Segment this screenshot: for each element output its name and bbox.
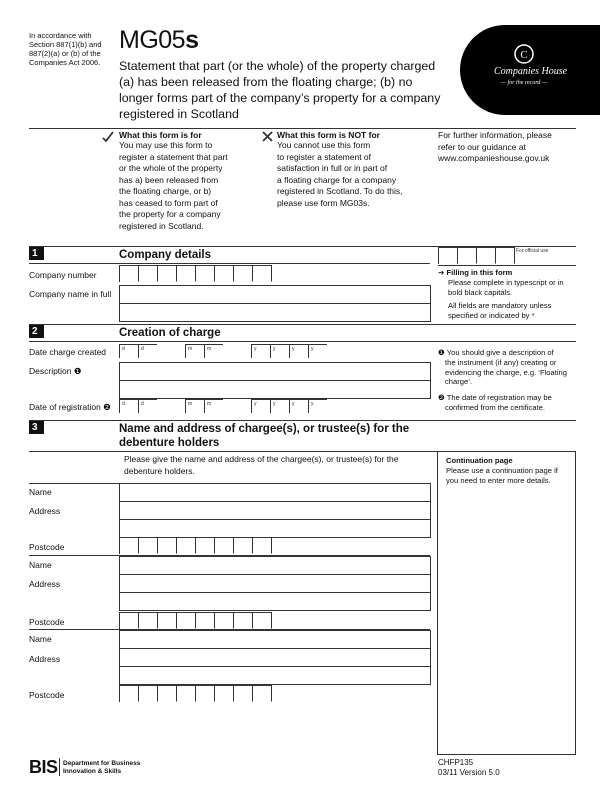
arrow-icon: ➔ bbox=[438, 268, 445, 277]
section-1-title: Company details bbox=[119, 249, 212, 261]
footer-divider bbox=[59, 758, 60, 776]
chargee-1-address-label: Address bbox=[29, 506, 61, 516]
what-form-is-not-for bbox=[277, 130, 403, 209]
form-subtitle: Statement that part (or the whole) of the property charged (a) has been released from the floating charge; (b) no longer forms part of the company’s property for a company registered in Scotland bbox=[119, 59, 441, 121]
not-title: What this form is NOT for bbox=[277, 130, 380, 140]
section-3-rule bbox=[29, 420, 576, 421]
continuation-note: Continuation page Please use a continuation page if you need to enter more details. bbox=[446, 456, 558, 485]
cross-icon bbox=[262, 131, 273, 142]
section-2-title: Creation of charge bbox=[119, 327, 221, 339]
logo-tagline: — for the record — bbox=[500, 80, 548, 86]
form-code-footer: CHFP135 bbox=[438, 758, 474, 767]
side-panel-right-border bbox=[575, 451, 576, 754]
form-code: MG05s bbox=[119, 26, 199, 54]
side-panel-left-border bbox=[437, 451, 438, 754]
side-panel-bottom-border bbox=[437, 754, 576, 755]
legal-reference bbox=[29, 31, 102, 67]
description-field[interactable] bbox=[119, 362, 431, 381]
legal-ref-line: Companies Act 2006. bbox=[29, 58, 101, 67]
chargee-1-postcode-label: Postcode bbox=[29, 542, 65, 552]
for-title: What this form is for bbox=[119, 130, 202, 140]
header-rule bbox=[29, 128, 576, 129]
description-field-line-2[interactable] bbox=[119, 380, 431, 399]
chargee-2-name-field[interactable] bbox=[119, 556, 431, 575]
registration-note: ❷ The date of registration may be confirmed from the certificate. bbox=[438, 393, 552, 412]
section-2-number: 2 bbox=[29, 325, 44, 338]
chargee-3-name-label: Name bbox=[29, 634, 52, 644]
chargee-1-name-label: Name bbox=[29, 487, 52, 497]
legal-ref-line: In accordance with bbox=[29, 31, 92, 40]
filling-in-note: ➔ Filling in this form Please complete in typescript or in bold black capitals. All fields are mandatory unless specified or indicated by * bbox=[438, 268, 564, 321]
chargee-2-postcode-label: Postcode bbox=[29, 617, 65, 627]
chargee-3-postcode-field[interactable] bbox=[119, 685, 272, 702]
for-text: You may use this form to register a statement that part or the whole of the property has a) been released from the floating charge, or b) has ceased to form part of the property for a company registered in Scotland. bbox=[119, 140, 228, 231]
section-3-subrule bbox=[29, 451, 576, 452]
section-1-number: 1 bbox=[29, 247, 44, 260]
section-3-number: 3 bbox=[29, 421, 44, 434]
description-note: ❶ You should give a description of the instrument (if any) creating or evidencing the charge, e.g. ‘Floating charge’. bbox=[438, 348, 568, 387]
svg-text:C: C bbox=[520, 49, 528, 61]
section-2-subrule bbox=[29, 341, 576, 342]
legal-ref-line: 887(2)(a) or (b) of the bbox=[29, 49, 101, 58]
companies-house-logo bbox=[460, 25, 600, 115]
section-3-instruction: Please give the name and address of the chargee(s), or trustee(s) for the debenture holders. bbox=[124, 454, 399, 476]
side-rule bbox=[438, 265, 576, 266]
date-registration-label: Date of registration ❷ bbox=[29, 402, 111, 412]
not-text: You cannot use this form to register a statement of satisfaction in full or in part of a floating charge for a company registered in Scotland. To do this, please use form MG03s. bbox=[277, 140, 403, 208]
what-form-is-for bbox=[119, 130, 228, 232]
chargee-3-postcode-label: Postcode bbox=[29, 690, 65, 700]
official-use-label: For official use bbox=[516, 248, 549, 254]
chargee-2-address-label: Address bbox=[29, 579, 61, 589]
further-information: For further information, please refer to our guidance at www.companieshouse.gov.uk bbox=[438, 130, 552, 163]
chargee-2-address-field-line-2[interactable] bbox=[119, 592, 431, 611]
company-name-field-line-2[interactable] bbox=[119, 303, 431, 322]
chargee-1-name-field[interactable] bbox=[119, 483, 431, 502]
section-1-subrule bbox=[29, 263, 430, 264]
company-name-field[interactable] bbox=[119, 285, 431, 304]
official-use-box bbox=[438, 247, 515, 264]
date-registration-field[interactable]: d d m m y y y y bbox=[119, 399, 327, 413]
company-number-label: Company number bbox=[29, 270, 97, 280]
chargee-3-name-field[interactable] bbox=[119, 630, 431, 649]
version-text: 03/11 Version 5.0 bbox=[438, 768, 500, 777]
company-name-label: Company name in full bbox=[29, 289, 112, 299]
tick-icon bbox=[102, 131, 114, 143]
chargee-3-address-label: Address bbox=[29, 654, 61, 664]
legal-ref-line: Section 887(1)(b) and bbox=[29, 40, 102, 49]
section-2-rule bbox=[29, 324, 576, 325]
crest-icon bbox=[513, 43, 535, 65]
section-3-title: Name and address of chargee(s), or trustee(s) for the debenture holders bbox=[119, 423, 410, 449]
chargee-3-address-field[interactable] bbox=[119, 648, 431, 667]
chargee-1-address-field-line-2[interactable] bbox=[119, 519, 431, 538]
chargee-2-address-field[interactable] bbox=[119, 574, 431, 593]
chargee-2-name-label: Name bbox=[29, 560, 52, 570]
bis-logo: BIS bbox=[29, 757, 58, 777]
date-created-label: Date charge created bbox=[29, 347, 107, 357]
chargee-1-address-field[interactable] bbox=[119, 501, 431, 520]
chargee-3-address-field-line-2[interactable] bbox=[119, 666, 431, 685]
department-name: Department for Business Innovation & Skills bbox=[63, 760, 141, 775]
chargee-2-postcode-field[interactable] bbox=[119, 612, 272, 629]
company-number-field[interactable] bbox=[119, 265, 272, 282]
form-version bbox=[438, 758, 500, 778]
date-created-field[interactable]: d d m m y y y y bbox=[119, 344, 327, 358]
description-label: Description ❶ bbox=[29, 366, 82, 376]
logo-name: Companies House bbox=[494, 66, 568, 77]
chargee-1-postcode-field[interactable] bbox=[119, 537, 272, 554]
